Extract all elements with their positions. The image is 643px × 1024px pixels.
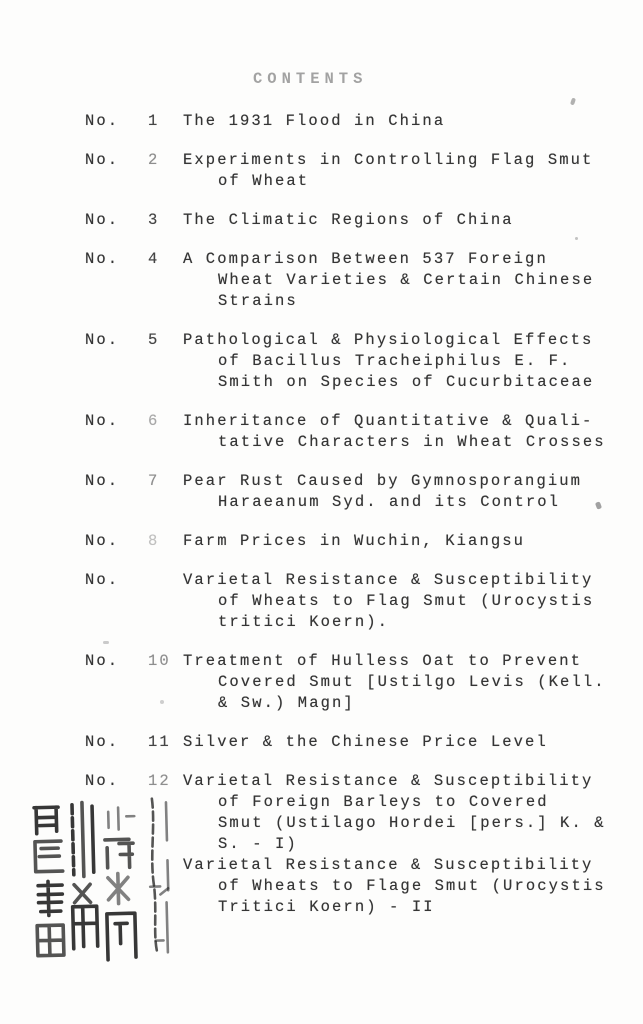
entry-title-line: of Foreign Barleys to Covered	[218, 793, 549, 811]
entry-title	[183, 471, 613, 513]
toc-entry	[85, 855, 643, 918]
entry-number: 1	[148, 112, 160, 130]
entry-title-line: S. - I)	[218, 835, 298, 853]
toc-entry	[85, 771, 643, 855]
entry-no-label	[85, 855, 148, 918]
entry-title-line: Experiments in Controlling Flag Smut	[183, 151, 594, 169]
entry-no-label: No.	[85, 571, 120, 589]
entry-no-label: No.	[85, 151, 120, 169]
entry-number: 5	[148, 331, 160, 349]
toc-entry	[85, 111, 643, 132]
entry-title	[183, 210, 613, 231]
entry-title	[183, 150, 613, 192]
entry-title	[183, 570, 613, 633]
entry-title-line: Treatment of Hulless Oat to Prevent	[183, 652, 583, 670]
entry-title-line: Covered Smut [Ustilgo Levis (Kell.	[218, 673, 606, 691]
toc-entry	[85, 330, 643, 393]
entry-title-line: The 1931 Flood in China	[183, 112, 446, 130]
entry-title-line: & Sw.) Magn]	[218, 694, 355, 712]
entry-title-line: Inheritance of Quantitative & Quali-	[183, 412, 594, 430]
entry-number	[148, 855, 183, 918]
entry-title	[183, 732, 613, 753]
entry-title-line: tative Characters in Wheat Crosses	[218, 433, 606, 451]
toc-entry	[85, 249, 643, 312]
entry-title-line: of Wheats to Flag Smut (Urocystis	[218, 592, 595, 610]
entry-title-line: Varietal Resistance & Susceptibility	[183, 856, 594, 874]
entry-title-line: of Bacillus Tracheiphilus E. F.	[218, 352, 572, 370]
entry-title-line: Pathological & Physiological Effects	[183, 331, 594, 349]
entry-no-label: No.	[85, 472, 120, 490]
entry-title	[183, 249, 613, 312]
entry-title	[183, 330, 613, 393]
entry-title-line: Varietal Resistance & Susceptibility	[183, 772, 594, 790]
entry-title-line: A Comparison Between 537 Foreign	[183, 250, 548, 268]
entry-number: 4	[148, 250, 160, 268]
entry-title-line: Smut (Ustilago Hordei [pers.] K. &	[218, 814, 606, 832]
entry-no-label: No.	[85, 532, 120, 550]
entry-title-line: Farm Prices in Wuchin, Kiangsu	[183, 532, 526, 550]
toc-entry	[85, 570, 643, 633]
entry-no-label: No.	[85, 211, 120, 229]
entry-title-line: Varietal Resistance & Susceptibility	[183, 571, 594, 589]
entry-title	[183, 855, 613, 918]
toc-entry	[85, 732, 643, 753]
entry-number: 6	[148, 412, 160, 430]
entry-title-line: tritici Koern).	[218, 613, 390, 631]
entry-title-line: Pear Rust Caused by Gymnosporangium	[183, 472, 583, 490]
entry-no-label: No.	[85, 412, 120, 430]
entry-number: 8	[148, 532, 160, 550]
entry-title	[183, 531, 613, 552]
entry-title-line: of Wheat	[218, 172, 310, 190]
entry-no-label: No.	[85, 331, 120, 349]
entry-number	[148, 570, 183, 633]
entry-no-label: No.	[85, 772, 120, 790]
entry-number: 7	[148, 472, 160, 490]
entry-title-line: The Climatic Regions of China	[183, 211, 514, 229]
toc-entry	[85, 210, 643, 231]
entry-number: 3	[148, 211, 160, 229]
toc-entry	[85, 150, 643, 192]
entry-number: 10	[148, 652, 171, 670]
entry-title-line: Silver & the Chinese Price Level	[183, 733, 548, 751]
entry-title	[183, 411, 613, 453]
entry-title-line: of Wheats to Flage Smut (Urocystis	[218, 877, 606, 895]
entry-number: 2	[148, 151, 160, 169]
entry-no-label: No.	[85, 733, 120, 751]
entry-number: 12	[148, 772, 171, 790]
entry-number: 11	[148, 733, 171, 751]
entry-title	[183, 771, 613, 855]
entry-title	[183, 111, 613, 132]
entry-title-line: Strains	[218, 292, 298, 310]
toc-entry	[85, 471, 643, 513]
entry-no-label: No.	[85, 112, 120, 130]
entry-title-line: Tritici Koern) - II	[218, 898, 435, 916]
entry-title	[183, 651, 613, 714]
page-title: CONTENTS	[253, 70, 368, 88]
toc-entry	[85, 651, 643, 714]
toc-entry	[85, 411, 643, 453]
entry-title-line: Smith on Species of Cucurbitaceae	[218, 373, 595, 391]
entry-no-label: No.	[85, 652, 120, 670]
entry-title-line: Haraeanum Syd. and its Control	[218, 493, 561, 511]
entry-title-line: Wheat Varieties & Certain Chinese	[218, 271, 595, 289]
toc-entry	[85, 531, 643, 552]
entry-no-label: No.	[85, 250, 120, 268]
